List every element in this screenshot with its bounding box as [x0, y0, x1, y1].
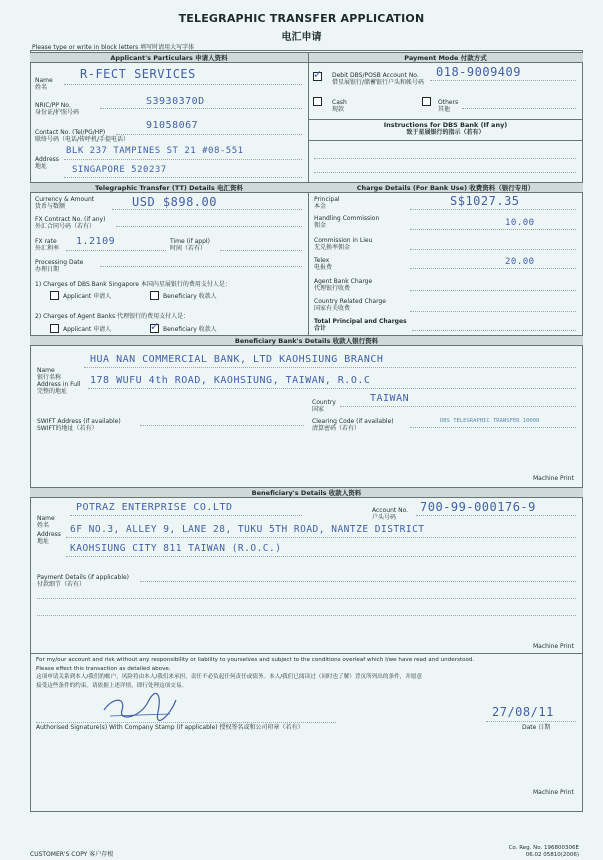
principal-label: Principal 本金: [314, 196, 340, 210]
instructions-section-header: Instructions for DBS Bank (If any) 致于星展银行的指示（若有）: [383, 121, 508, 136]
debit-account-value[interactable]: 018-9009409: [436, 65, 521, 79]
tt-section-header: Telegraphic Transfer (TT) Details 电汇资料: [30, 182, 308, 193]
signature-line: [36, 722, 336, 723]
fx-rate-label: FX rate 外汇利率: [35, 238, 60, 252]
footer-registration: [509, 845, 579, 858]
beneficiary-name-value[interactable]: POTRAZ ENTERPRISE CO.LTD: [76, 502, 233, 513]
handling-commission-label: Handling Commission 佣金: [314, 215, 380, 229]
fx-contract-label: FX Contract No. (if any) 外汇合同号码（若有）: [35, 216, 106, 230]
payment-details-line-2: [37, 598, 576, 599]
bank-stamp-text: DBS TELEGRAPHIC TRANSFER 10000: [440, 418, 540, 424]
beneficiary-name-label: Name 姓名: [37, 515, 55, 529]
charges-agent-label: 2) Charges of Agent Banks 代理银行的费用支付人是：: [35, 313, 190, 320]
applicant-contact-line: [116, 134, 302, 135]
applicant-address-underline2: [64, 177, 302, 178]
currency-amount-value[interactable]: USD $898.00: [132, 195, 217, 209]
commission-lieu-label: Commission in Lieu 无兑换率佣金: [314, 237, 373, 251]
bank-name-label: Name 银行名称: [37, 367, 62, 381]
fx-contract-line: [116, 226, 302, 227]
handling-commission-line: [410, 229, 576, 230]
fx-rate-value[interactable]: 1.2109: [76, 236, 116, 247]
applicant-contact-label: Contact No. (Tel/PG/HP) 联络号码（电话/传呼机/手提电话）: [35, 129, 130, 143]
principal-value[interactable]: S$1027.35: [450, 194, 520, 208]
others-checkbox[interactable]: [422, 97, 431, 106]
bank-address-label: Address in Full 完整的地址: [37, 381, 81, 395]
payment-details-label: Payment Details (if applicable) 付款细节（若有）: [37, 574, 130, 588]
handling-commission-value[interactable]: 10.00: [505, 218, 535, 228]
payment-details-line-1: [140, 581, 576, 582]
declaration-machine-print-label: Machine Print: [533, 789, 574, 796]
principal-line: [410, 209, 576, 210]
instructions-bottom-line: [308, 140, 583, 141]
cash-checkbox[interactable]: [313, 97, 322, 106]
total-charges-label: Total Principal and Charges 合计: [314, 318, 407, 332]
agent-bank-charge-label: Agent Bank Charge 代理银行收费: [314, 278, 373, 292]
customer-copy-label: CUSTOMER'S COPY 客户存根: [30, 851, 114, 858]
bank-country-line: [340, 406, 576, 407]
currency-amount-label: Currency & Amount 货币与数额: [35, 196, 95, 210]
bank-address-line: [88, 388, 576, 389]
beneficiary-section-header: Beneficiary's Details 收款人资料: [30, 487, 583, 498]
payment-mode-section-header: Payment Mode 付款方式: [308, 52, 583, 63]
charges-dbs-beneficiary-label: Beneficiary 收款人: [163, 293, 217, 300]
debit-account-line: [430, 80, 576, 81]
form-title: TELEGRAPHIC TRANSFER APPLICATION: [178, 12, 425, 25]
beneficiary-name-line: [70, 515, 302, 516]
country-charge-label: Country Related Charge 国家有关收费: [314, 298, 386, 312]
currency-amount-line: [112, 209, 302, 210]
cash-label: Cash 现款: [332, 99, 347, 113]
applicant-name-value[interactable]: R-FECT SERVICES: [80, 67, 196, 81]
telex-value[interactable]: 20.00: [505, 257, 535, 267]
charges-agent-applicant-label: Applicant 申请人: [63, 326, 112, 333]
form-code: 06.02 05810(2006): [525, 851, 579, 858]
bank-machine-print-label: Machine Print: [533, 475, 574, 482]
telex-line: [410, 268, 576, 269]
charges-agent-tick-mark: ✓: [150, 320, 160, 333]
date-label: Date 日期: [522, 724, 551, 731]
applicant-nric-value[interactable]: S3930370D: [146, 96, 205, 107]
applicant-nric-line: [100, 108, 302, 109]
charges-dbs-beneficiary-checkbox[interactable]: [150, 291, 159, 300]
form-instruction: Please type or write in block letters 填写时请用大写字体: [32, 44, 195, 51]
applicant-address-label: Address 地址: [35, 156, 59, 170]
processing-date-label: Processing Date 办理日期: [35, 259, 84, 273]
applicant-name-label: Name 姓名: [35, 77, 53, 91]
form-title-cn: 电汇申请: [281, 32, 322, 43]
charges-dbs-label: 1) Charges of DBS Bank Singapore 本国内星展银行的费用支付人是：: [35, 281, 231, 288]
applicant-address-line1[interactable]: BLK 237 TAMPINES ST 21 #08-551: [66, 146, 244, 156]
processing-date-line: [100, 266, 302, 267]
date-line: [486, 721, 576, 722]
applicant-address-underline1: [64, 159, 302, 160]
instructions-line-2: [314, 172, 576, 173]
applicant-name-line: [64, 84, 302, 85]
applicant-signature: [100, 688, 180, 724]
beneficiary-bank-section-header: Beneficiary Bank's Details 收款人银行资料: [30, 335, 583, 346]
beneficiary-account-value[interactable]: 700-99-000176-9: [420, 500, 536, 514]
bank-country-label: Country 国家: [312, 399, 336, 413]
charge-section-header: Charge Details (For Bank Use) 收费资料（银行专用）: [308, 182, 583, 193]
beneficiary-address-label: Address 地址: [37, 531, 61, 545]
agent-bank-charge-line: [410, 290, 576, 291]
debit-tick-mark: ✓: [313, 68, 323, 81]
others-line: [462, 108, 576, 109]
beneficiary-address-line1[interactable]: 6F NO.3, ALLEY 9, LANE 28, TUKU 5TH ROAD, NANTZE DISTRICT: [70, 524, 425, 535]
clearing-code-line: [410, 427, 576, 428]
beneficiary-account-label: Account No. 户头号码: [372, 507, 409, 521]
payment-details-line-3: [37, 615, 576, 616]
bank-name-line: [84, 367, 576, 368]
bank-address-value[interactable]: 178 WUFU 4th ROAD, KAOHSIUNG, TAIWAN, R.O.C: [90, 375, 371, 386]
fx-rate-line: [66, 250, 166, 251]
charges-dbs-applicant-label: Applicant 申请人: [63, 293, 112, 300]
bank-country-value[interactable]: TAIWAN: [370, 393, 410, 404]
center-divider: [308, 52, 309, 335]
beneficiary-address-line2[interactable]: KAOHSIUNG CITY 811 TAIWAN (R.O.C.): [70, 543, 282, 554]
beneficiary-machine-print-label: Machine Print: [533, 643, 574, 650]
instructions-top-line: [308, 119, 583, 120]
applicant-nric-label: NRIC/PP No. 身份证/护照号码: [35, 102, 80, 116]
company-reg-no: Co. Reg. No. 196800306E: [508, 845, 579, 851]
declaration-text: For my/our account and risk without any responsibility or liability to yourselves and subject to the conditions overleaf which I/we have read and understood. Please effect this transaction as detailed above. 这项申请关系到本人/我们的帐户，风险将由本人/我们来承担，责任不必负起任何责任或债务。本人/我们已阅读过（同时也了解）背页所列出的条件，并愿意 接受这些条件的约束。请依据上述详情，即行处理这项交易。: [36, 657, 475, 689]
swift-address-label: SWIFT Address (if available) SWIFT的地址（若有）: [37, 418, 121, 432]
bank-name-value[interactable]: HUA NAN COMMERCIAL BANK, LTD KAOHSIUNG BRANCH: [90, 354, 384, 365]
time-line: [220, 250, 302, 251]
applicant-section-header: Applicant's Particulars 申请人资料: [30, 52, 308, 63]
charges-agent-beneficiary-label: Beneficiary 收款人: [163, 326, 217, 333]
debit-account-label: Debit DBS/POSB Account No. 借星展银行/储蓄银行户头和帐号码: [332, 72, 425, 86]
instructions-line-1: [314, 158, 576, 159]
declaration-date-value[interactable]: 27/08/11: [492, 705, 554, 719]
beneficiary-address-underline1: [66, 537, 576, 538]
charges-agent-applicant-checkbox[interactable]: [50, 324, 59, 333]
declaration-top-line: [30, 653, 583, 654]
clearing-code-label: Clearing Code (if available) 清算密码（若有）: [312, 418, 394, 432]
swift-address-line: [140, 425, 304, 426]
signature-label: Authorised Signature(s) With Company Stamp (if applicable) 授权签名或和公司印章（若有）: [36, 724, 304, 731]
time-label: Time (if appl) 时间（若有）: [170, 238, 210, 252]
applicant-contact-value[interactable]: 91058067: [146, 120, 199, 131]
total-charges-line: [412, 330, 576, 331]
telex-label: Telex 电报费: [314, 257, 333, 271]
charges-dbs-applicant-checkbox[interactable]: [50, 291, 59, 300]
commission-lieu-line: [410, 249, 576, 250]
country-charge-line: [410, 311, 576, 312]
beneficiary-account-line: [416, 515, 576, 516]
others-label: Others 其他: [438, 99, 459, 113]
applicant-address-line2[interactable]: SINGAPORE 520237: [72, 165, 167, 175]
beneficiary-address-underline2: [66, 556, 576, 557]
